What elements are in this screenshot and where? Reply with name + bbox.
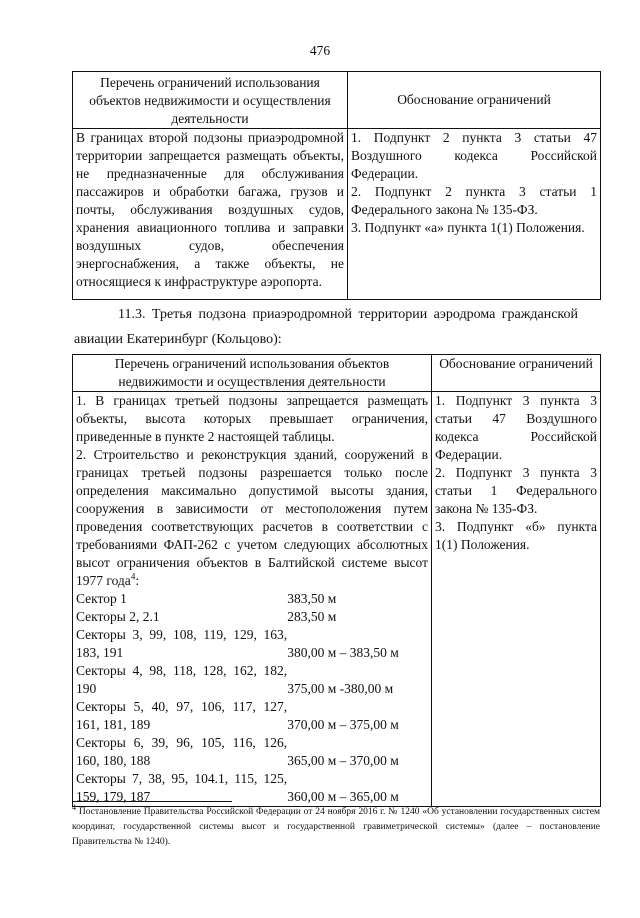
- footnote-marker: 4: [130, 571, 136, 582]
- footnote-divider: [72, 801, 232, 802]
- restriction-text: В границах второй подзоны приаэродромной территории запрещается размещать объекты, не предназначенные для обслуживания пассажиров и обработки багажа, грузов и почты, обслуживания воздушных судов, хранения авиационного топлива и заправки воздушных судов, обеспечения энергоснабжения, а также объекты, не относящиеся к инфраструктуре аэропорта.: [73, 129, 348, 300]
- justification-list: [432, 392, 601, 807]
- list-item: Секторы 2, 2.1 283,50 м: [76, 609, 337, 624]
- footnote-number: 4: [72, 802, 76, 812]
- footnote-text: Постановление Правительства Российской Федерации от 24 ноября 2016 г. № 1240 «Об установлении государственных систем координат, государственной системы высот и государственной гравиметрической системы» (далее – постановление Правительства № 1240).: [72, 807, 600, 847]
- justification-list: [348, 129, 601, 300]
- justification-item: 2. Подпункт 2 пункта 3 статьи 1 Федерального закона № 135-ФЗ.: [351, 184, 597, 217]
- page-number: 476: [309, 43, 331, 58]
- list-item: Секторы 7, 38, 95, 104.1, 115, 125, 159, 179, 187 360,00 м – 365,00 м: [76, 771, 399, 804]
- section-heading-continued: авиации Екатеринбург (Кольцово):: [74, 332, 282, 347]
- table-header-row: [73, 72, 601, 129]
- restriction-paragraph: 1. В границах третьей подзоны запрещается размещать объекты, высота которых превышает ограничения, приведенные в пункте 2 настоящей таблицы.: [76, 393, 428, 444]
- restriction-text: [73, 392, 432, 807]
- justification-item: 1. Подпункт 2 пункта 3 статьи 47 Воздушного кодекса Российской Федерации.: [351, 130, 597, 181]
- list-item: Секторы 3, 99, 108, 119, 129, 163, 183, 191 380,00 м – 383,50 м: [76, 627, 399, 660]
- restriction-paragraph: 2. Строительство и реконструкция зданий, сооружений в границах третьей подзоны разрешается только после определения максимально допустимой высоты здания, сооружения в зависимости от местоположения путем проведения соответствующих расчетов в соответствии с требованиями ФАП-262 с учетом следующих абсолютных высот ограничения объектов в Балтийской системе высот 1977 года$^4$:: [76, 447, 428, 588]
- restrictions-table-third-subzone: [72, 354, 601, 807]
- sector-heights-list: [76, 590, 428, 806]
- justification-item: 2. Подпункт 3 пункта 3 статьи 1 Федерального закона № 135-ФЗ.: [435, 465, 597, 516]
- list-item: Секторы 6, 39, 96, 105, 116, 126, 160, 180, 188 365,00 м – 370,00 м: [76, 735, 399, 768]
- section-heading: 11.3. Третья подзона приаэродромной территории аэродрома гражданской: [118, 307, 578, 322]
- table-row: [73, 392, 601, 807]
- header-restrictions: Перечень ограничений использования объектов недвижимости и осуществления деятельности: [73, 355, 432, 392]
- list-item: Сектор 1 383,50 м: [76, 591, 337, 606]
- justification-item: 3. Подпункт «б» пункта 1(1) Положения.: [435, 519, 597, 552]
- table-header-row: [73, 355, 601, 392]
- footnote: [72, 802, 600, 850]
- justification-item: 3. Подпункт «а» пункта 1(1) Положения.: [351, 220, 585, 235]
- table-row: [73, 129, 601, 300]
- header-justification: Обоснование ограничений: [348, 72, 601, 129]
- header-justification: Обоснование ограничений: [432, 355, 601, 392]
- restrictions-table-second-subzone: [72, 71, 601, 300]
- list-item: Секторы 5, 40, 97, 106, 117, 127, 161, 181, 189 370,00 м – 375,00 м: [76, 699, 399, 732]
- list-item: Секторы 4, 98, 118, 128, 162, 182, 190 375,00 м -380,00 м: [76, 663, 394, 696]
- header-restrictions: Перечень ограничений использования объектов недвижимости и осуществления деятельности: [73, 72, 348, 129]
- justification-item: 1. Подпункт 3 пункта 3 статьи 47 Воздушного кодекса Российской Федерации.: [435, 393, 597, 462]
